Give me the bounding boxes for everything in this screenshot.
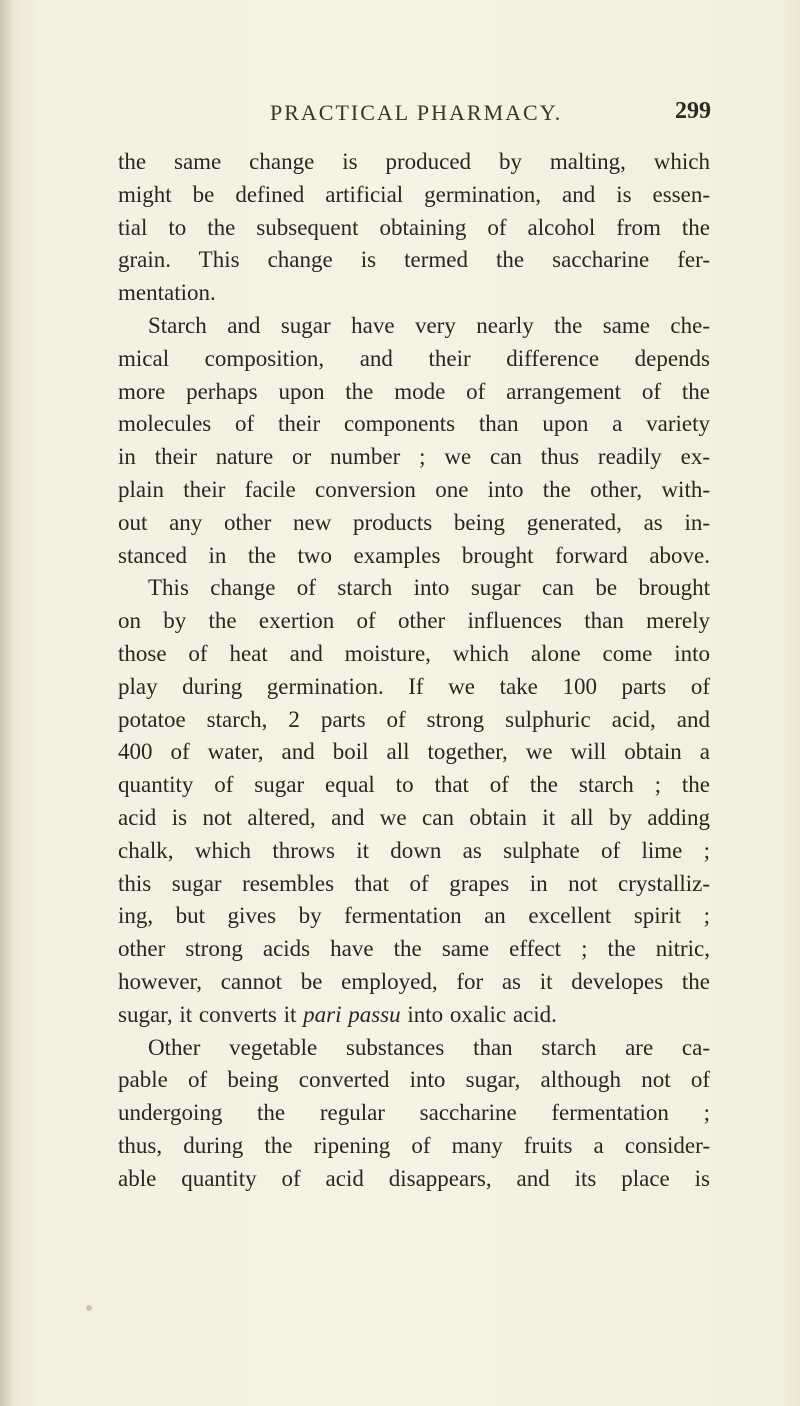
text-line-with-italic <box>118 999 710 1032</box>
text-line: might be defined artificial germination, and is essen- <box>118 181 710 207</box>
text-line: on by the exertion of other influences than merely <box>118 608 710 634</box>
text-line: pable of being converted into sugar, although not of <box>118 1067 710 1093</box>
text-line: stanced in the two examples brought forward above. <box>118 542 710 568</box>
body-text <box>118 146 710 1196</box>
page-number: 299 <box>675 98 711 124</box>
text-line: out any other new products being generated, as in- <box>118 509 710 535</box>
text-line: ing, but gives by fermentation an excellent spirit ; <box>118 903 710 929</box>
text-line: 400 of water, and boil all together, we will obtain a <box>118 739 710 765</box>
running-head: PRACTICAL PHARMACY. <box>270 100 563 125</box>
text-line: chalk, which throws it down as sulphate of lime ; <box>118 837 710 863</box>
text-line: this sugar resembles that of grapes in not crystalliz- <box>118 870 710 896</box>
text-line: however, cannot be employed, for as it developes the <box>118 968 710 994</box>
text-line: tial to the subsequent obtaining of alcohol from the <box>118 214 710 240</box>
text-line: play during germination. If we take 100 parts of <box>118 673 710 699</box>
text-line: able quantity of acid disappears, and its place is <box>118 1165 710 1191</box>
text-line: plain their facile conversion one into the other, with- <box>118 476 710 502</box>
text-line: grain. This change is termed the saccharine fer- <box>118 247 710 273</box>
text-line: the same change is produced by malting, which <box>118 149 710 174</box>
text-line: other strong acids have the same effect ; the nitric, <box>118 936 710 962</box>
text-line: mentation. <box>118 280 216 306</box>
text-line: thus, during the ripening of many fruits a consider- <box>118 1132 710 1158</box>
paper-speck <box>86 1305 92 1311</box>
text-line: mical composition, and their difference depends <box>118 345 710 371</box>
text-line: potatoe starch, 2 parts of strong sulphuric acid, and <box>118 706 710 732</box>
text-line: those of heat and moisture, which alone come into <box>118 640 710 666</box>
italic-latin-phrase: pari passu <box>303 1001 401 1027</box>
text-fragment: into oxalic acid. <box>400 1001 557 1027</box>
text-line: This change of starch into sugar can be brought <box>148 575 710 601</box>
binding-shadow <box>0 0 14 1406</box>
text-line: in their nature or number ; we can thus readily ex- <box>118 444 710 470</box>
text-line: acid is not altered, and we can obtain it all by adding <box>118 804 710 830</box>
paragraph-start-line: Other vegetable substances than starch are ca- <box>148 1034 710 1060</box>
text-line: undergoing the regular saccharine fermentation ; <box>118 1100 710 1126</box>
paragraph-start-line: Starch and sugar have very nearly the same che- <box>148 312 710 338</box>
text-line: molecules of their components than upon a variety <box>118 411 710 437</box>
text-line: quantity of sugar equal to that of the starch ; the <box>118 772 710 798</box>
text-line: more perhaps upon the mode of arrangement of the <box>118 378 710 404</box>
text-fragment: sugar, it converts it <box>118 1001 304 1027</box>
